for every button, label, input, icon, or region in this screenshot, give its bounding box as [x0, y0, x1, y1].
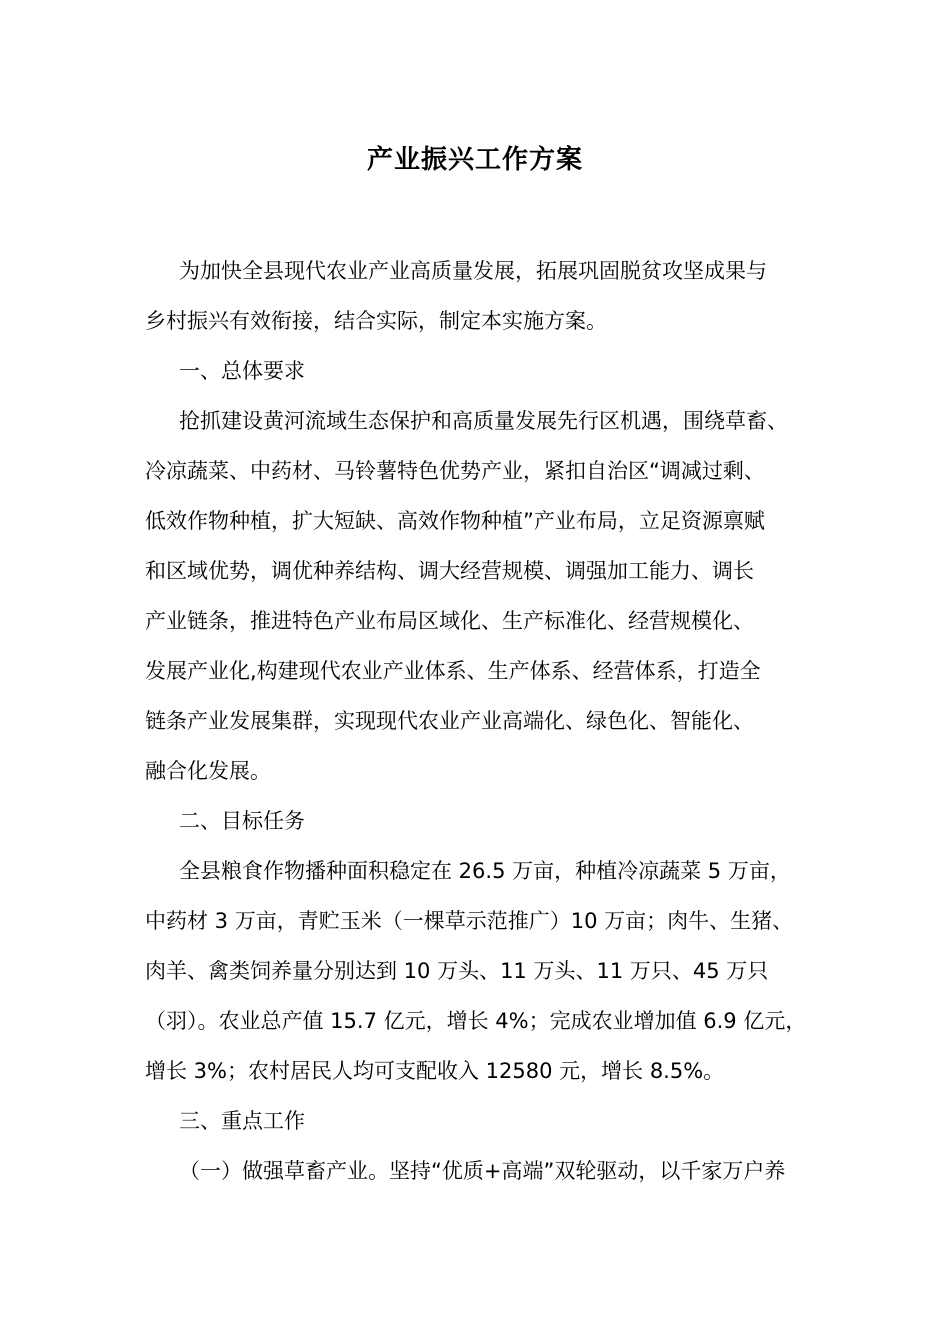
paragraph-line: 抢抓建设黄河流域生态保护和高质量发展先行区机遇，围绕草畜、 — [179, 409, 788, 433]
section-heading-goals-tasks: 二、目标任务 — [179, 809, 305, 833]
paragraph-line: 中药材 3 万亩，青贮玉米（一棵草示范推广）10 万亩；肉牛、生猪、 — [145, 909, 794, 933]
paragraph-line: 冷凉蔬菜、中药材、马铃薯特色优势产业，紧扣自治区“调减过剩、 — [145, 459, 765, 483]
paragraph-line: 低效作物种植，扩大短缺、高效作物种植”产业布局，立足资源禀赋 — [145, 509, 765, 533]
paragraph-line: 发展产业化,构建现代农业产业体系、生产体系、经营体系，打造全 — [145, 659, 761, 683]
paragraph-line: 乡村振兴有效衔接，结合实际，制定本实施方案。 — [145, 309, 607, 333]
document-title: 产业振兴工作方案 — [366, 145, 583, 175]
section-heading-overall-requirements: 一、总体要求 — [179, 359, 305, 383]
paragraph-line: 链条产业发展集群，实现现代农业产业高端化、绿色化、智能化、 — [145, 709, 754, 733]
document-body — [145, 246, 835, 1196]
section-heading-key-work: 三、重点工作 — [179, 1109, 305, 1133]
paragraph-line: 产业链条，推进特色产业布局区域化、生产标准化、经营规模化、 — [145, 609, 754, 633]
paragraph-line: 全县粮食作物播种面积稳定在 26.5 万亩，种植冷凉蔬菜 5 万亩， — [179, 859, 791, 883]
paragraph-line: 为加快全县现代农业产业高质量发展，拓展巩固脱贫攻坚成果与 — [179, 259, 767, 283]
paragraph-line: 肉羊、禽类饲养量分别达到 10 万头、11 万头、11 万只、45 万只 — [145, 959, 769, 983]
paragraph-line: （羽）。农业总产值 15.7 亿元，增长 4%；完成农业增加值 6.9 亿元， — [145, 1009, 807, 1033]
paragraph-line: 增长 3%；农村居民人均可支配收入 12580 元，增长 8.5%。 — [145, 1059, 725, 1083]
paragraph-line: 融合化发展。 — [145, 759, 271, 783]
paragraph-line: 和区域优势，调优种养结构、调大经营规模、调强加工能力、调长 — [145, 559, 754, 583]
paragraph-line: （一）做强草畜产业。坚持“优质+高端”双轮驱动，以千家万户养 — [179, 1159, 786, 1183]
